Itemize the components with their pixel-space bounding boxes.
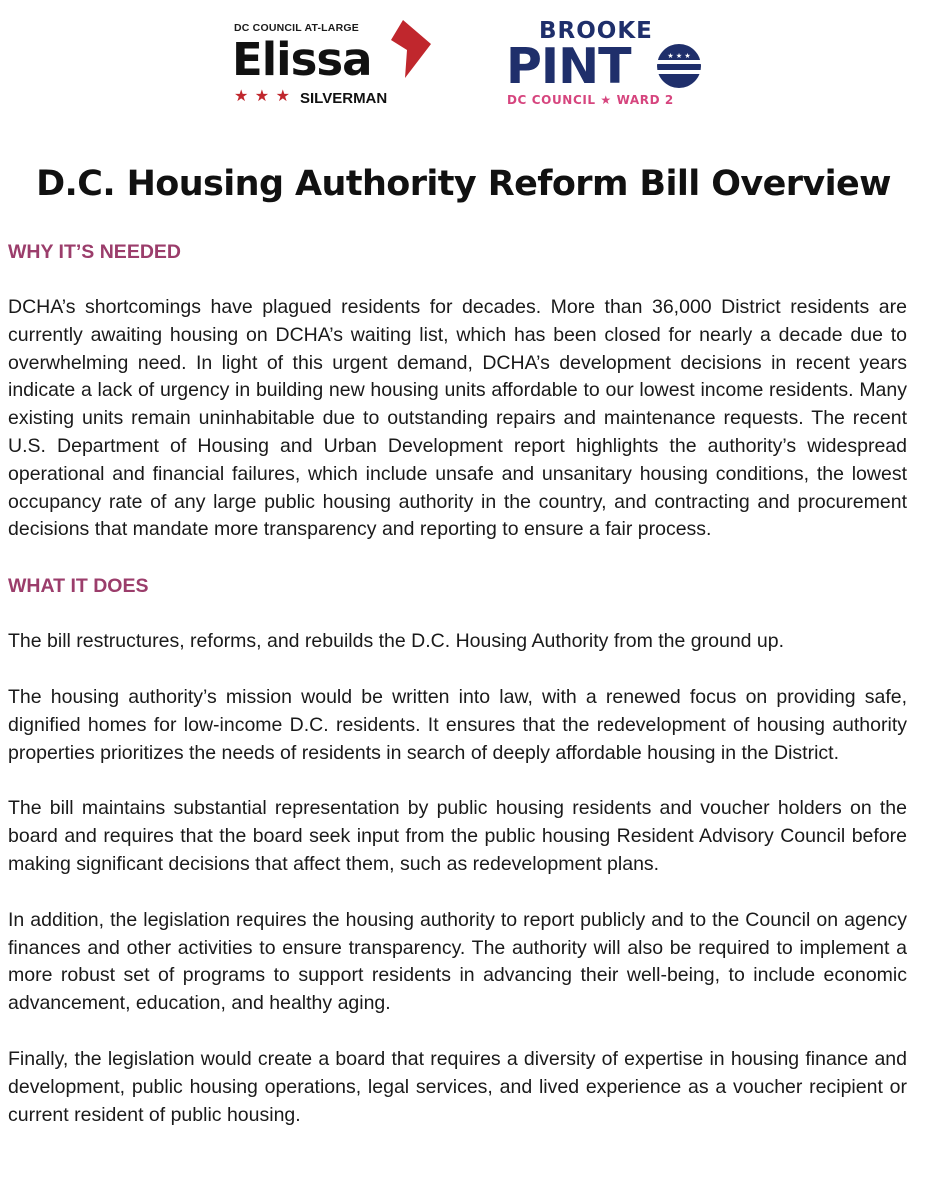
pinto-logo-subtitle: DC COUNCIL ★ WARD 2 <box>507 93 674 107</box>
what-paragraph-5: Finally, the legislation would create a board that requires a diversity of expertise in housing finance and development, public housing operations, legal services, and lived experience as a voucher recipient or current resident of public housing. <box>8 1047 907 1126</box>
elissa-logo-stars: ★ ★ ★ <box>234 88 291 105</box>
red-diamond-icon <box>387 20 431 80</box>
elissa-silverman-logo <box>234 22 434 110</box>
document-body <box>8 238 907 1129</box>
elissa-logo-tagline: DC COUNCIL AT-LARGE <box>234 22 359 34</box>
what-paragraph-2: The housing authority’s mission would be written into law, with a renewed focus on providing safe, dignified homes for low-income D.C. residents. It ensures that the redevelopment of housing authority properties prioritizes the needs of residents in search of deeply affordable housing in the District. <box>8 685 907 764</box>
pinto-logo-last-name: PINT <box>506 38 631 95</box>
section-heading-why: WHY IT’S NEEDED <box>8 241 181 263</box>
what-paragraph-3: The bill maintains substantial representation by public housing residents and voucher holders on the board and requires that the board seek input from the public housing Resident Advisory Council before making significant decisions that affect them, such as redevelopment plans. <box>8 797 907 875</box>
elissa-logo-first-name: Elissa <box>232 33 372 86</box>
what-paragraph-1: The bill restructures, reforms, and rebuilds the D.C. Housing Authority from the ground up. <box>8 630 785 653</box>
why-paragraph: DCHA’s shortcomings have plagued residents for decades. More than 36,000 District residents are currently awaiting housing on DCHA’s waiting list, which has been closed for nearly a decade due to overwhelming need. In light of this urgent demand, DCHA’s development decisions in recent years indicate a lack of urgency in building new housing units affordable to our lowest income residents. Many existing units remain uninhabitable due to outstanding repairs and maintenance requests. The recent U.S. Department of Housing and Urban Development report highlights the authority’s widespread operational and financial failures, which include unsafe and unsanitary housing conditions, the lowest occupancy rate of any large public housing authority in the country, and contracting and procurement decisions that mandate more transparency and reporting to ensure a fair process. <box>8 296 907 541</box>
elissa-logo-last-name: SILVERMAN <box>300 90 388 107</box>
brooke-pinto-logo <box>506 18 706 110</box>
flag-circle-icon <box>656 43 702 89</box>
section-heading-what: WHAT IT DOES <box>8 575 149 598</box>
what-paragraph-4: In addition, the legislation requires the housing authority to report publicly and to the Council on agency finances and other activities to ensure transparency. The authority will also be required to implement a more robust set of programs to support residents in advancing their well-being, to include economic advancement, education, and healthy aging. <box>8 908 907 1015</box>
page-title: D.C. Housing Authority Reform Bill Overview <box>36 164 891 204</box>
svg-text:★ ★ ★: ★ ★ ★ <box>667 52 691 60</box>
pinto-logo-first-name: BROOKE <box>539 18 653 44</box>
